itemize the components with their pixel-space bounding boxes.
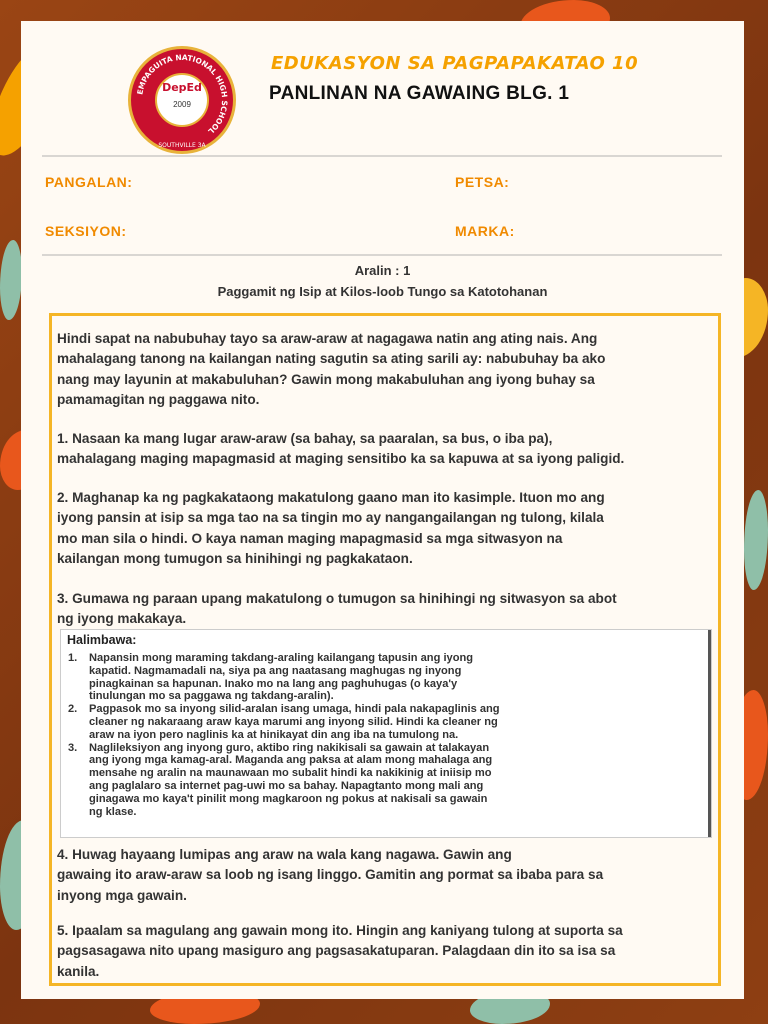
instruction-item-5: 5. Ipaalam sa magulang ang gawain mong ito. Hingin ang kaniyang tulong at suporta sa pagsasagawa nito upang masiguro ang pagsasakatuparan. Palagdaan din ito sa isa sa kanila.: [57, 923, 623, 979]
worksheet-page: [21, 21, 744, 999]
svg-text:SOUTHVILLE 3A: SOUTHVILLE 3A: [158, 142, 206, 149]
grade-label: MARKA:: [455, 223, 515, 239]
divider: [42, 155, 722, 157]
date-label: PETSA:: [455, 174, 510, 190]
seal-center: [155, 73, 209, 127]
example-image-box: [60, 629, 712, 838]
subject-title: EDUKASYON SA PAGPAPAKATAO 10: [271, 53, 639, 74]
deped-text: DepEd: [162, 81, 202, 94]
intro-paragraph: Hindi sapat na nabubuhay tayo sa araw-araw at nagagawa natin ang ating nais. Ang mahalagang tanong na kailangan nating sagutin sa ating sarili ay: nabubuhay ba ako nang may layunin at makabuluhan? Gawin mong makabuluhan ang iyong buhay sa pamamagitan ng paggawa nito.: [57, 331, 606, 407]
example-item: 3. Naglileksiyon ang inyong guro, aktibo ring nakikisali sa gawain at talakayan ang iyong mga kamag-aral. Maganda ang paksa at alam mong mahalaga ang mensahe ng aralin na maunawaan mo subalit hindi ka nakikinig at iniisip mo ang paglalaro sa internet pag-uwi mo sa bahay. Napagtanto mong mali ang ginagawa mo kaya't pinilit mong magkaroon ng pokus at nakisali sa gawain ng klase.: [68, 741, 493, 818]
school-seal-logo: [128, 46, 236, 154]
instruction-item-2: 2. Maghanap ka ng pagkakataong makatulong gaano man ito kasimple. Ituon mo ang iyong pansin at isip sa mga tao na sa tingin mo ay nangangailangan ng tulong, kilala mo man sila o hindi. O kaya naman maging mapagmasid sa mga sitwasyon na kailangan mong tumugon sa hinihingi ng pagkakataon.: [57, 490, 605, 566]
divider: [42, 254, 722, 256]
section-label: SEKSIYON:: [45, 223, 127, 239]
example-item: 2. Pagpasok mo sa inyong silid-aralan isang umaga, hindi pala nakapaglinis ang cleaner ng nakaraang araw kaya marumi ang inyong silid. Hindi ka cleaner ng araw na iyon pero naglinis ka at hinikayat din ang iba na tumulong na.: [68, 703, 500, 741]
example-item: 1. Napansin mong maraming takdang-araling kailangang tapusin ang iyong kapatid. Nagmamadali na, siya pa ang naatasang maghugas ng inyong pinagkainan sa hapunan. Inako mo na lang ang paghuhugas (o kaya'y tinulungan mo sa paggawa ng takdang-aralin).: [68, 652, 474, 703]
name-label: PANGALAN:: [45, 174, 133, 190]
seal-year: 2009: [173, 100, 191, 109]
example-scrollbar-edge: [708, 630, 711, 837]
lesson-number: Aralin : 1: [354, 263, 411, 278]
example-list: [65, 652, 705, 818]
instruction-item-3: 3. Gumawa ng paraan upang makatulong o tumugon sa hinihingi ng sitwasyon sa abot ng iyong makakaya.: [57, 591, 617, 627]
activity-title: PANLINAN NA GAWAING BLG. 1: [269, 83, 570, 104]
svg-text:EMPAGUITA NATIONAL HIGH SCHOOL: EMPAGUITA NATIONAL HIGH SCHOOL: [135, 52, 230, 136]
lesson-title: Paggamit ng Isip at Kilos-loob Tungo sa Katotohanan: [217, 284, 548, 299]
example-title: Halimbawa:: [67, 633, 137, 647]
instruction-item-1: 1. Nasaan ka mang lugar araw-araw (sa bahay, sa paaralan, sa bus, o iba pa), mahalagang maging mapagmasid at maging sensitibo ka sa kapuwa at sa iyong paligid.: [57, 431, 625, 467]
instruction-item-4: 4. Huwag hayaang lumipas ang araw na wala kang nagawa. Gawin ang gawaing ito araw-araw sa loob ng isang linggo. Gamitin ang pormat sa ibaba para sa inyong mga gawain.: [57, 847, 604, 903]
